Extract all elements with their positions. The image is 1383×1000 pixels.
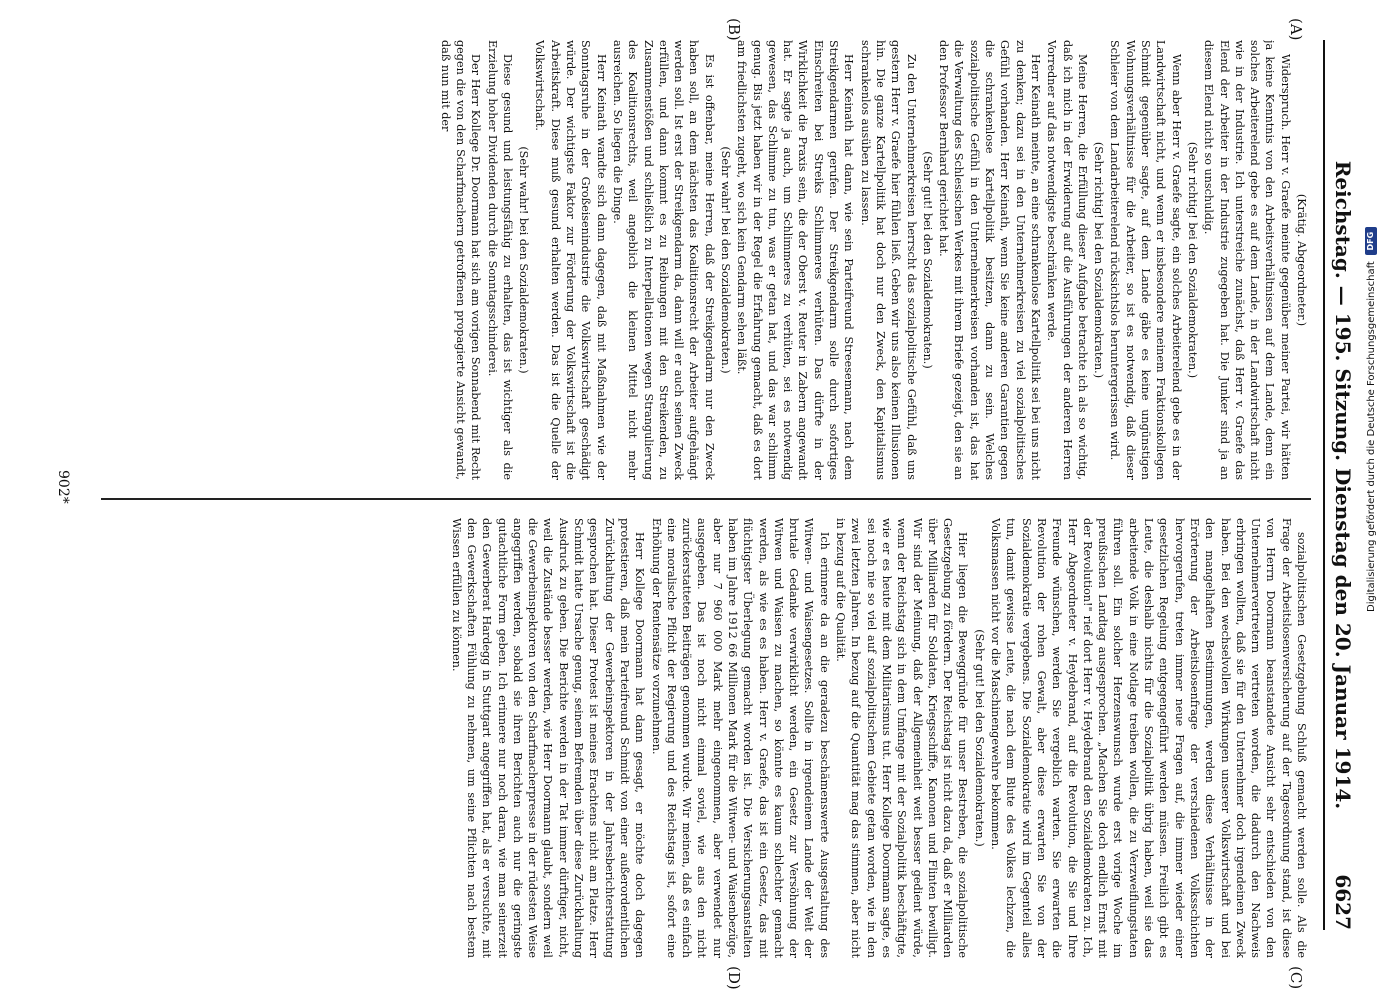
credit-text: Digitalisierung gefördert durch die Deutsche Forschungsgemeinschaft	[1365, 261, 1377, 612]
digitization-credit	[1363, 217, 1379, 612]
left-column-paragraph: Meine Herren, die Erfüllung dieser Aufgabe betrachte ich als so wichtig, daß ich mich in der Erwiderung auf die Ausführungen der anderen Herren Vorredner auf das notwendigste beschränken werde.	[1045, 40, 1089, 480]
margin-marker-d: (D)	[725, 966, 743, 990]
margin-marker-a: (A)	[1287, 18, 1305, 41]
left-column-paragraph: Widerspruch. Herr v. Graefe meinte gegenüber meiner Partei, wir hätten ja keine Kenntnis von den Arbeitsverhältnissen auf dem Lande, denn ein solches Arbeiterelend gebe es auf dem Lande, in der Landwirtschaft nicht wie in der Industrie. Ich unterstreiche zunächst, daß Herr v. Graefe das Elend der Arbeiter in der Industrie zugegeben hat. Die Junker sind ja an diesem Elend nicht so unschuldig.	[1202, 40, 1292, 480]
left-column-paragraph: Der Herr Kollege Dr. Doormann hat sich am vorigen Sonnabend mit Recht gegen die von den Scharfmachern getroffenen propagierte Ansicht gewandt, daß nun mit der	[438, 40, 483, 480]
page-title: Reichstag. — 195. Sitzung. Dienstag den 20. Januar 1914.	[1331, 160, 1355, 810]
left-column-paragraph: (Sehr wahr! bei den Sozialdemokraten.)	[719, 146, 733, 374]
page-header	[1323, 40, 1355, 930]
left-column-paragraph: Herr Keinath hat dann, wie sein Parteifreund Streesemann, nach dem Streikgendarmen gerufen. Der Streikgendarm solle durch sofortiges Einschreiten bei Streiks Schlimmeres verhüten. Das dürfte in der Wirklichkeit die Praxis sein, die der Oberst v. Reuter in Zabern angewandt hat. Er sagte ja auch, um Schlimmeres zu verhüten, sei es notwendig gewesen, das Schlimme zu tun, was er getan hat, und das war schlimm genug. Bis jetzt haben wir in der Regel die Erfahrung gemacht, daß es dort am friedlichsten zugeht, wo sich kein Gendarm sehen läßt.	[735, 40, 856, 480]
right-column-paragraph: Herr Kollege Doormann hat dann gesagt, er möchte doch dagegen protestieren, daß mein Parteifreund Schmidt von einer außerordentlichen Zurückhaltung der Gewerbeinspektoren in der Jahresberichterstattung gesprochen hat. Dieser Protest ist meines Erachtens nicht am Platze. Herr Schmidt hatte Ursache genug, seinem Befremden über diese Zurückhaltung Ausdruck zu geben. Die Berichte werden in der Tat immer dürftiger, nicht, weil die Zustände besser werden, wie Herr Doormann glaubt, sondern weil die Gewerbeinspektoren von den Scharfmacherpresse in der rüdesten Weise angegriffen werden, sobald sie ihren Berichten auch nur die geringste gutachtliche Form geben. Ich erinnere nur noch daran, wie man seinerzeit den Gewerberat Hardegg in Stuttgart angegriffen hat, als er versuchte, mit den Gewerkschaften Fühlung zu nehmen, um seine Pflichten nach bestem Wissen erfüllen zu können.	[449, 518, 647, 958]
page-number: 6627	[1331, 874, 1355, 930]
left-column-paragraph: (Krätig. Abgeordneter.)	[1295, 193, 1308, 327]
right-column-paragraph: Ich erinnere da an die geradezu beschämenswerte Ausgestaltung des Witwen- und Waisengesetzes. Sollte in irgendeinem Lande der Welt der brutale Gedanke verwirklicht werden, ein Gesetz zur Versöhnung der Witwen und Waisen zu machen, so könnte es kaum schlechter gemacht werden, als wie es es haben. Herr v. Graefe, das ist ein Gesetz, das mit flüchtigster Überlegung gemacht worden ist. Die Versicherungsanstalten haben im Jahre 1912 66 Millionen Mark für die Witwen- und Waisenbezüge, aber nur 7 960 000 Mark mehr eingenommen, aber verwendet nur ausgegeben. Das ist noch nicht einmal soviel, wie aus den nicht zurückerstatteten Beiträgen genommen wurde. Wir meinen, daß es einfach eine moralische Pflicht der Regierung und des Reichstags ist, sofort eine Erhöhung der Rentensätze vorzunehmen.	[649, 518, 831, 958]
left-column-paragraph: (Sehr wahr! bei den Sozialdemokraten.)	[517, 146, 531, 374]
right-column	[109, 518, 1309, 958]
left-column-paragraph: Wenn aber Herr v. Graefe sagte, ein solches Arbeiterelend gebe es in der Landwirtschaft nicht, und wenn er insbesondere meinem Fraktionskollegen Schmidt gegenüber sagte, auf dem Lande gäbe es keine ungünstigen Wohnungsverhältnisse für die Arbeiter, so ist es notwendig, daß dieser Schleier von dem Landarbeiterelend rücksichtslos heruntergerissen wird.	[1108, 40, 1183, 480]
left-column-paragraph: (Sehr richtig! bei den Sozialdemokraten.)	[1092, 141, 1106, 379]
right-column-paragraph: sozialpolitischen Gesetzgebung Schluß gemacht werden solle. Als die Frage der Arbeitslosenversicherung auf der Tagesordnung stand, ist diese von Herrn Doormann beanstandete Ansicht sehr entschieden von den Unternehmervertretern vertreten worden, die dadurch den Nachweis erbringen wollten, daß sie für den Unternehmer doch irgendeinen Zweck haben. Bei den wechselvollen Wirkungen unserer Volkswirtschaft und bei den mangelhaften Bestimmungen, werden diese Verhältnisse in der Erörterung der Arbeitslosenfrage der verschiedenen Volksschichten hervorgerufen, treten immer neue Fragen auf, die immer wieder einer gesetzlichen Regelung entgegengeführt werden müssen. Freilich gibt es Leute, die deshalb nichts für die Sozialpolitik übrig haben, weil sie das arbeitende Volk in eine Notlage treiben wollen, die zu Verzweiflungstaten führen soll. Ein solcher Herzenswunsch wurde erst vorige Woche im preußischen Landtag ausgesprochen. „Machen Sie doch endlich Ernst mit der Revolution!" rief dort Herr v. Heydebrand den Sozialdemokraten zu. Ich, Herr Abgeordneter v. Heydebrand, auf die Revolution, die Sie und Ihre Freunde wünschen, werden Sie vergeblich warten. Sie erwarten die Revolution der rohen Gewalt, aber diese erwarten Sie von der Sozialdemokratie vergebens. Die Sozialdemokratie wird im Gegenteil alles tun, damit gewisse Leute, die nach dem Blute des Volkes lechzen, die Volksmassen nicht vor die Maschinengewehre bekommen.	[989, 518, 1308, 958]
left-column-paragraph: (Sehr richtig! bei den Sozialdemokraten.)	[1185, 141, 1199, 379]
margin-marker-c: (C)	[1287, 966, 1305, 990]
left-column-paragraph: Diese gesund und leistungsfähig zu erhalten, das ist wichtiger als die Erzielung hoher Dividenden durch die Sonntagsschinderei.	[485, 40, 514, 480]
left-column-paragraph: Es ist offenbar, meine Herren, daß der Streikgendarm nur den Zweck haben soll, an dem nächsten das Koalitionsrecht der Arbeiter aufgehängt werden soll. Ist erst der Streikgendarm da, dann will er auch seinen Zweck erfüllen, und dann kommt es zu Reibungen mit den Streikenden, zu Zusammenstößen und schließlich zu Interpellationen wegen Strangulierung des Koalitionsrechts, weil angeblich die kleinen Mittel nicht mehr ausreichen. So liegen die Dinge.	[610, 40, 716, 480]
column-divider	[101, 498, 1311, 500]
left-column-paragraph: Herr Keinath meinte, an eine schrankenlose Kartellpolitik sei bei uns nicht zu denken; dazu sei in den Unternehmerkreisen zu viel sozialpolitisches Gefühl vorhanden. Herr Keinath, wenn Sie keine anderen Garantien gegen die schrankenlose Kartellpolitik besitzen, dann zu sein. Welches sozialpolitische Gefühl in den Unternehmerkreisen vorhanden ist, das hat die Verwaltung des Schlesischen Werkes mit ihrem Briefe gezeigt, den sie an den Professor Bernhard gerichtet hat.	[937, 40, 1042, 480]
left-column	[109, 40, 1309, 480]
left-column-paragraph: Zu den Unternehmerkreisen herrscht das sozialpolitische Gefühl, daß uns gestern Herr v. Graefe hier fühlen ließ. Geben wir uns also keinen Illusionen hin. Die ganze Kartellpolitik hat doch nur den Zweck, den Kapitalismus schrankenlos ausüben zu lassen.	[858, 40, 918, 480]
left-column-paragraph: Herr Keinath wandte sich dann dagegen, daß mit Maßnahmen wie der Sonntagsruhe in der Großeisenindustrie die Volkswirtschaft geschädigt würde. Der wichtigste Faktor zur Förderung der Volkswirtschaft ist die Arbeitskraft. Diese muß gesund erhalten werden. Das ist die Quelle der Volkswirtschaft.	[533, 40, 608, 480]
right-column-paragraph: (Sehr gut! bei den Sozialdemokraten.)	[972, 629, 986, 847]
right-column-paragraph: Hier liegen die Beweggründe für unser Bestreben, die sozialpolitische Gesetzgebung zu fördern. Der Reichstag ist nicht dazu da, daß er Milliarden über Milliarden für Soldaten, Kriegsschiffe, Kanonen und Flinten bewilligt. Wir sind der Meinung, daß der Allgemeinheit weit besser gedient würde, wenn der Reichstag sich in dem Umfange mit der Sozialpolitik beschäftigte, wie er es heute mit dem Militarismus tut. Herr Kollege Doormann sagte, es sei noch nie so viel auf sozialpolitischem Gebiete getan worden, wie in den zwei letzten Jahren. In bezug auf die Quantität mag das stimmen, aber nicht in bezug auf die Qualität.	[834, 518, 970, 958]
page-mark: 902*	[55, 470, 71, 504]
left-column-paragraph: (Sehr gut! bei den Sozialdemokraten.)	[920, 151, 934, 369]
margin-marker-b: (B)	[725, 18, 743, 41]
dfg-logo: DFG	[1365, 227, 1377, 255]
